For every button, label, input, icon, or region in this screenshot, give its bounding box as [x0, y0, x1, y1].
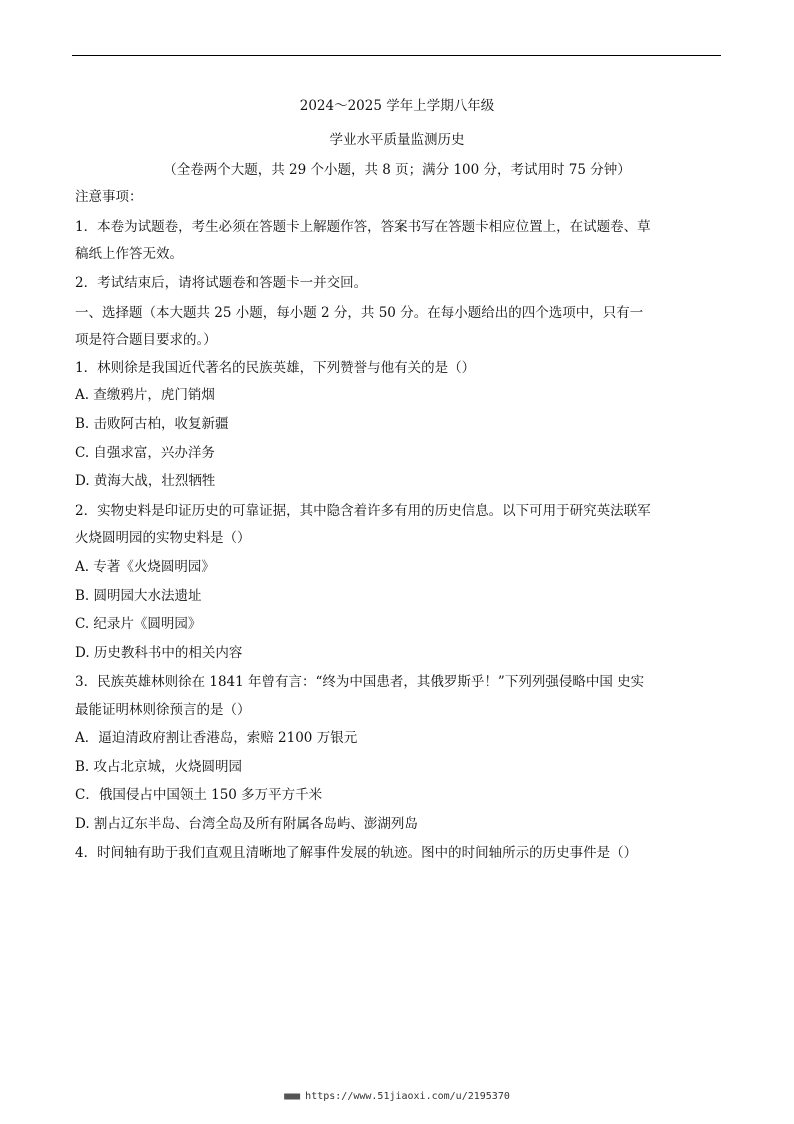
question-2-option-b: B. 圆明园大水法遗址	[75, 588, 202, 604]
section-heading-line-1: 一、选择题（本大题共 25 小题，每小题 2 分，共 50 分。在每小题给出的四个选项中，只有一	[75, 305, 644, 321]
question-1-option-d: D. 黄海大战，壮烈牺牲	[75, 473, 216, 489]
exam-title: 2024～2025 学年上学期八年级	[299, 98, 495, 114]
question-3-option-b: B. 攻占北京城，火烧圆明园	[75, 759, 243, 775]
question-1-option-c: C. 自强求富，兴办洋务	[75, 445, 215, 461]
question-2-option-c: C. 纪录片《圆明园》	[75, 616, 202, 632]
question-2-option-a: A. 专著《火烧圆明园》	[75, 559, 215, 575]
footer-url: https://www.51jiaoxi.com/u/2195370	[305, 1091, 510, 1102]
header-rule	[72, 55, 721, 56]
question-2-stem-line-1: 2．实物史料是印证历史的可靠证据，其中隐含着许多有用的历史信息。以下可用于研究英法联军	[75, 503, 651, 519]
question-3-stem-line-1: 3．民族英雄林则徐在 1841 年曾有言：“终为中国患者，其俄罗斯乎！”下列列强侵略中国 史实	[75, 674, 645, 690]
notes-heading: 注意事项：	[75, 189, 143, 205]
question-4-stem: 4．时间轴有助于我们直观且清晰地了解事件发展的轨迹。图中的时间轴所示的历史事件是（）	[75, 845, 638, 861]
section-heading-line-2: 项是符合题目要求的。）	[75, 332, 217, 348]
question-2-option-d: D. 历史教科书中的相关内容	[75, 645, 243, 661]
question-1-stem: 1．林则徐是我国近代著名的民族英雄，下列赞誉与他有关的是（）	[75, 360, 476, 376]
question-3-option-d: D. 割占辽东半岛、台湾全岛及所有附属各岛屿、澎湖列岛	[75, 816, 418, 832]
question-3-option-c: C．俄国侵占中国领土 150 多万平方千米	[75, 787, 323, 803]
question-3-stem-line-2: 最能证明林则徐预言的是（）	[75, 702, 251, 718]
note-1-line-2: 稿纸上作答无效。	[75, 246, 183, 262]
footer-watermark	[0, 1090, 794, 1104]
footer-prefix-icon: ■■■	[284, 1091, 300, 1102]
question-1-option-b: B. 击败阿古柏，收复新疆	[75, 416, 229, 432]
question-2-stem-line-2: 火烧圆明园的实物史料是（）	[75, 530, 251, 546]
exam-info: （全卷两个大题，共 29 个小题，共 8 页；满分 100 分，考试用时 75 分钟）	[163, 162, 631, 178]
note-1-line-1: 1．本卷为试题卷，考生必须在答题卡上解题作答，答案书写在答题卡相应位置上，在试题卷、草	[75, 219, 651, 235]
note-2: 2．考试结束后，请将试题卷和答题卡一并交回。	[75, 275, 368, 291]
exam-subtitle: 学业水平质量监测历史	[329, 132, 465, 148]
question-3-option-a: A．逼迫清政府割让香港岛，索赔 2100 万银元	[75, 730, 358, 746]
question-1-option-a: A. 查缴鸦片，虎门销烟	[75, 387, 215, 403]
